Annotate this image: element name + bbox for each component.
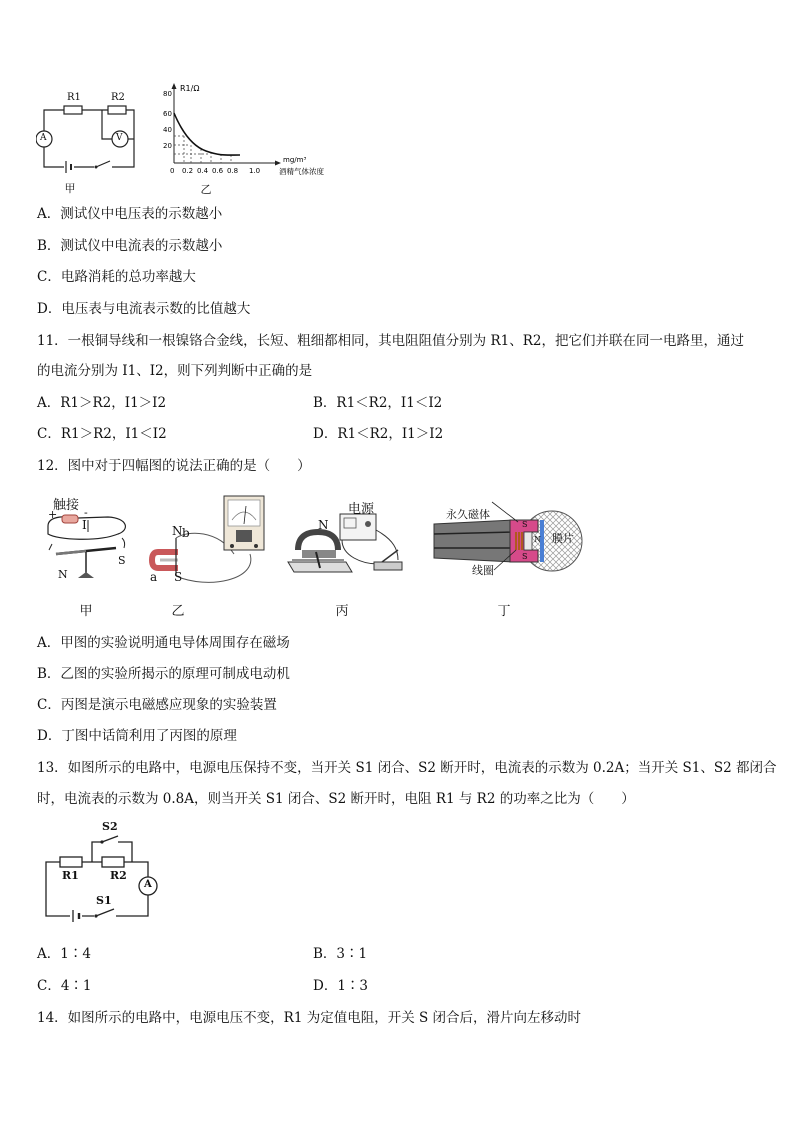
ytick-40: 40 [163,126,172,134]
q12-stem: 12．图中对于四幅图的说法正确的是（ ） [37,458,311,474]
s1-label: S1 [96,894,112,907]
q13-option-a[interactable]: A．1∶4 [37,946,91,962]
jia-plus: + [48,508,58,521]
ytick-20: 20 [163,142,172,150]
q12-figure-yi [148,490,278,620]
bing-power-label: 电源 [348,502,375,517]
ammeter-label: A [40,133,47,143]
r2-label: R2 [110,869,127,882]
xtick-0: 0 [170,167,175,175]
q11-stem-line1: 11．一根铜导线和一根镍铬合金线，长短、粗细都相同，其电阻阻值分别为 R1、R2，把它们并联在同一电路里，通过 [37,333,744,349]
q10-option-a[interactable]: A．测试仪中电压表的示数越小 [37,206,223,222]
xtick-0.4: 0.4 [197,167,209,175]
jia-n: N [58,568,68,581]
q10-figure-jia [36,92,146,195]
bing-n: N [318,518,329,532]
q12-option-d[interactable]: D．丁图中话筒利用了丙图的原理 [37,728,237,744]
jia-s: S [118,554,126,567]
q11-option-c[interactable]: C．R1＞R2，I1＜I2 [37,426,167,442]
xtick-0.2: 0.2 [182,167,194,175]
q13-option-d[interactable]: D．1∶3 [313,978,369,994]
ammeter-label: A [144,879,152,890]
ding-coil-label: 线圈 [472,564,494,577]
ding-membrane-label: 膜片 [552,532,574,545]
q12-caption-jia: 甲 [79,604,93,619]
jia-contact-label: 触接 [53,498,80,513]
yi-s: S [174,570,183,584]
q12-caption-ding: 丁 [497,604,511,619]
r1-label: R1 [62,869,79,882]
q12-option-a[interactable]: A．甲图的实验说明通电导体周围存在磁场 [37,635,290,651]
r2-label: R2 [111,92,125,103]
q14-stem: 14．如图所示的电路中，电源电压不变，R1 为定值电阻，开关 S 闭合后，滑片向左移动时 [37,1010,582,1026]
q13-stem-line1: 13．如图所示的电路中，电源电压保持不变，当开关 S1 闭合、S2 断开时，电流表的示数为 0.2A；当开关 S1、S2 都闭合 [37,760,777,776]
yi-b: b [182,526,190,540]
x-axis-label: 酒精气体浓度 [279,167,324,176]
jia-minus: - [84,506,88,519]
xtick-0.8: 0.8 [227,167,239,175]
r1-label: R1 [67,92,81,103]
q12-figure-jia [38,490,138,620]
q11-stem-line2: 的电流分别为 I1、I2，则下列判断中正确的是 [37,363,313,379]
q12-figure-ding [430,490,590,620]
xtick-0.6: 0.6 [212,167,224,175]
x-axis-unit: mg/m³ [283,156,307,164]
y-axis-label: R1/Ω [180,84,200,93]
voltmeter-label: V [116,133,123,143]
q10-option-c[interactable]: C．电路消耗的总功率越大 [37,269,196,285]
jia-current: I [82,518,87,532]
q12-figure-bing [282,490,412,620]
q11-option-b[interactable]: B．R1＜R2，I1＜I2 [313,395,443,411]
q12-caption-yi: 乙 [171,604,185,619]
q13-option-c[interactable]: C．4∶1 [37,978,92,994]
yi-a: a [150,570,158,584]
q11-option-a[interactable]: A．R1＞R2，I1＞I2 [37,395,167,411]
q13-stem-line2: 时，电流表的示数为 0.8A，则当开关 S1 闭合、S2 断开时，电阻 R1 与 R2 的功率之比为（ ） [37,791,635,807]
xtick-1.0: 1.0 [249,167,261,175]
ding-magnet-label: 永久磁体 [446,508,490,521]
yi-n: N [172,524,183,538]
q10-figure-yi-graph [160,80,350,196]
ding-n: N [534,535,541,544]
q11-option-d[interactable]: D．R1＜R2，I1＞I2 [313,426,444,442]
ytick-60: 60 [163,110,172,118]
q10-option-d[interactable]: D．电压表与电流表示数的比值越大 [37,301,251,317]
q13-circuit-figure [38,820,168,925]
ding-s-top: S [522,520,528,529]
s2-label: S2 [102,820,118,833]
ding-s-bottom: S [522,552,528,561]
q12-caption-bing: 丙 [335,604,349,619]
caption-yi: 乙 [200,183,212,196]
q13-option-b[interactable]: B．3∶1 [313,946,368,962]
caption-jia: 甲 [64,182,76,195]
ytick-80: 80 [163,90,172,98]
q12-option-c[interactable]: C．丙图是演示电磁感应现象的实验装置 [37,697,277,713]
q10-option-b[interactable]: B．测试仪中电流表的示数越小 [37,238,223,254]
q12-option-b[interactable]: B．乙图的实验所揭示的原理可制成电动机 [37,666,290,682]
